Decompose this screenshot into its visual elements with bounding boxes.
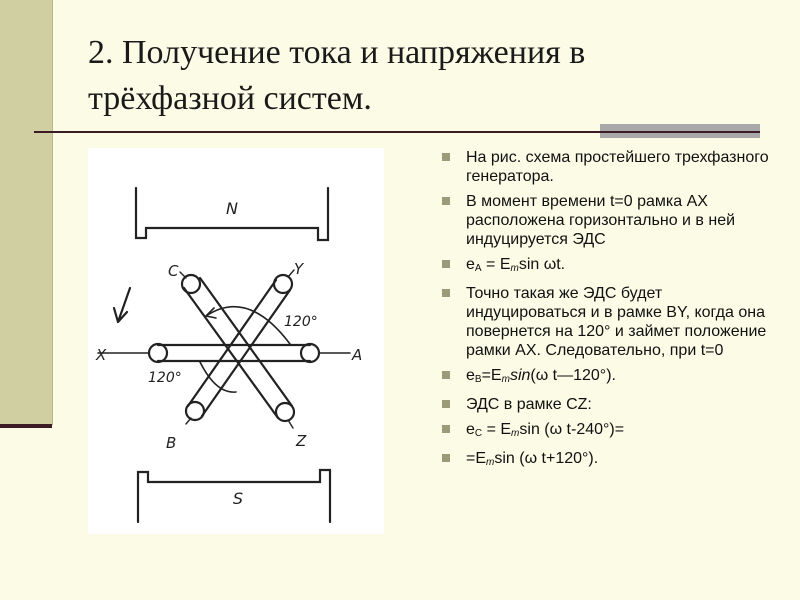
label-a: A bbox=[352, 346, 363, 364]
bullet-item-formula-ec-cont: $=E_m\sin$ (ω t+120°). bbox=[440, 449, 770, 472]
label-c: C bbox=[168, 262, 179, 280]
bullet-item-formula-ea: $e_A = E_m\sin$ ωt. bbox=[440, 255, 770, 278]
bullet-marker bbox=[442, 425, 450, 433]
label-y: Y bbox=[294, 260, 304, 278]
side-accent-bar-end bbox=[0, 424, 52, 428]
bullet-item: ЭДС в рамке CZ: bbox=[440, 395, 770, 414]
bullet-marker bbox=[442, 197, 450, 205]
bullet-item: В момент времени t=0 рамка АХ расположена горизонтально и в ней индуцируется ЭДС bbox=[440, 192, 770, 249]
angle-arc-bottom bbox=[200, 362, 236, 392]
frame-cz bbox=[184, 278, 292, 418]
title-rule bbox=[34, 131, 760, 133]
bullet-marker bbox=[442, 260, 450, 268]
frame-yb bbox=[188, 280, 290, 416]
bullet-marker bbox=[442, 400, 450, 408]
label-b: B bbox=[166, 434, 177, 452]
bullet-list bbox=[440, 148, 770, 478]
angle-arc-top bbox=[206, 307, 290, 344]
bullet-marker bbox=[442, 371, 450, 379]
label-z: Z bbox=[296, 432, 307, 450]
title-line-2: трёхфазной систем. bbox=[88, 80, 372, 117]
bullet-marker bbox=[442, 153, 450, 161]
label-s: S bbox=[232, 489, 244, 508]
slide-title bbox=[88, 30, 768, 122]
bullet-item: На рис. схема простейшего трехфазного генератора. bbox=[440, 148, 770, 186]
bullet-marker bbox=[442, 289, 450, 297]
label-n: N bbox=[226, 199, 238, 218]
bullet-item-formula-ec: $e_C = E_m\sin$ (ω t-240°)= bbox=[440, 420, 770, 443]
side-accent-bar bbox=[0, 0, 53, 425]
bullet-marker bbox=[442, 454, 450, 462]
label-x: X bbox=[96, 346, 107, 364]
label-angle-1: 120° bbox=[284, 314, 318, 330]
rotation-arrow-icon bbox=[114, 288, 130, 322]
bullet-item: Точно такая же ЭДС будет индуцироваться и в рамке BY, когда она повернется на 120° и займет положение рамки АХ. Следовательно, при t=0 bbox=[440, 284, 770, 360]
label-angle-2: 120° bbox=[148, 370, 182, 386]
title-line-1: 2. Получение тока и напряжения в bbox=[88, 34, 586, 71]
generator-diagram bbox=[88, 148, 384, 534]
bullet-item-formula-eb: $e_B=E_m\sin(\omega$ t—120°). bbox=[440, 366, 770, 389]
